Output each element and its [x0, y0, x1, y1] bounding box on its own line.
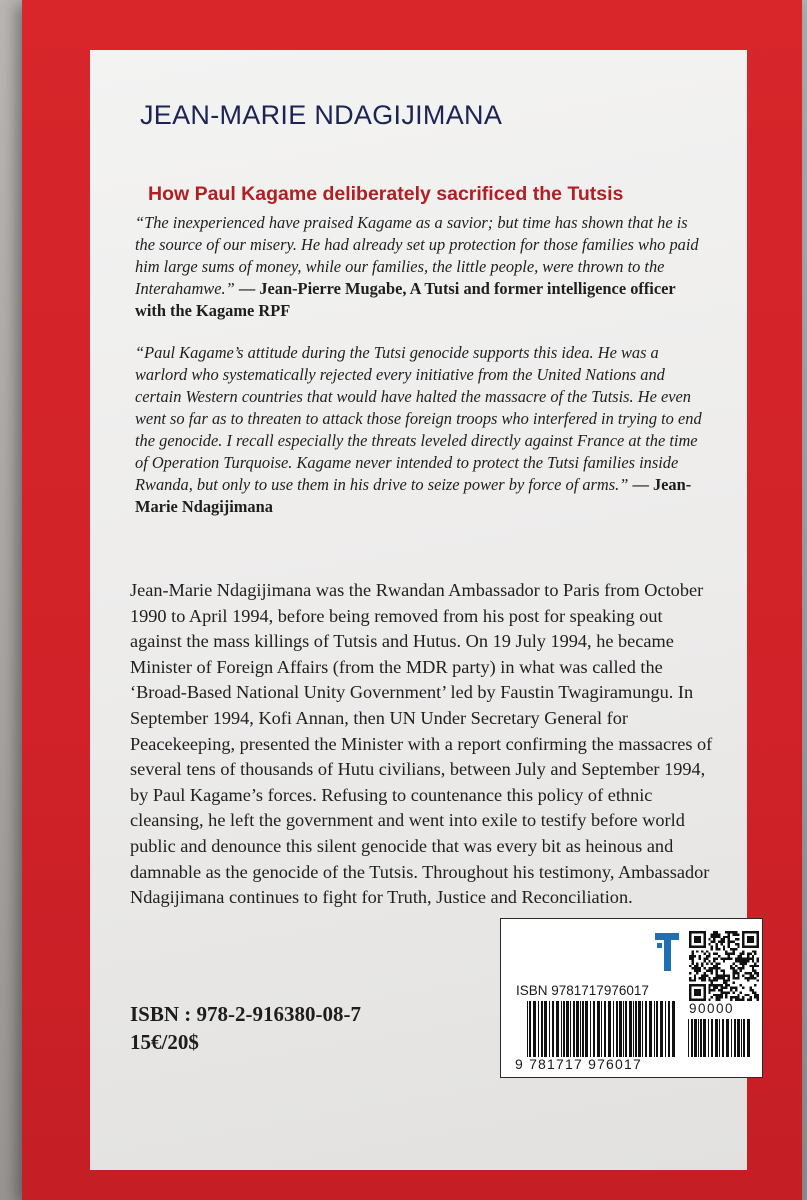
- author-name: JEAN-MARIE NDAGIJIMANA: [140, 100, 503, 130]
- quote-ndagijimana: [135, 342, 707, 518]
- qr-code-icon: [689, 929, 759, 1003]
- quote-ndagijimana-attribution: — Jean-Marie Ndagijimana: [135, 475, 692, 516]
- isbn-text: ISBN : 978-2-916380-08-7: [130, 1002, 361, 1026]
- book-subtitle: How Paul Kagame deliberately sacrificed the Tutsis: [148, 183, 624, 205]
- barcode-sticker: [500, 918, 763, 1078]
- isbn-price-block: [130, 1000, 361, 1056]
- author-biography: Jean-Marie Ndagijimana was the Rwandan Ambassador to Paris from October 1990 to April 1994, before being removed from his post for speaking out against the mass killings of Tutsis and Hutus. On 19 July 1994, he became Minister of Foreign Affairs (from the MDR party) in what was called the ‘Broad-Based National Unity Government’ led by Faustin Twagiramungu. In September 1994, Kofi Annan, then UN Under Secretary General for Peacekeeping, presented the Minister with a report confirming the massacres of several tens of thousands of Hutu civilians, between July and September 1994, by Paul Kagame’s forces. Refusing to countenance this policy of ethnic cleansing, he left the government and went into exile to testify before world public and denounce this silent genocide that was every bit as heinous and damnable as the genocide of the Tutsis. Throughout his testimony, Ambassador Ndagijimana continues to fight for Truth, Justice and Reconciliation.: [130, 580, 713, 908]
- addon-barcode: [687, 1019, 753, 1057]
- quote-mugabe-attribution: — Jean-Pierre Mugabe, A Tutsi and former intelligence officer with the Kagame RPF: [135, 279, 676, 320]
- blue-t-logo-icon: [655, 933, 679, 973]
- quote-mugabe: [135, 212, 707, 322]
- barcode-number: 9 781717 976017: [515, 1056, 642, 1072]
- back-cover-panel: [90, 50, 747, 1170]
- quote-mugabe-text: “The inexperienced have praised Kagame as a savior; but time has shown that he is the source of our misery. He had already set up protection for those families who paid him large sums of money, while our families, the little people, were thrown to the Interahamwe.”: [135, 213, 699, 298]
- quote-ndagijimana-text: “Paul Kagame’s attitude during the Tutsi genocide supports this idea. He was a warlord who systematically rejected every initiative from the United Nations and certain Western countries that would have halted the massacre of the Tutsis. He even went so far as to threaten to attack those foreign troops who interfered in trying to end the genocide. I recall especially the threats leveled directly against France at the time of Operation Turquoise. Kagame never intended to protect the Tutsi families inside Rwanda, but only to use them in his drive to seize power by force of arms.”: [135, 343, 702, 494]
- book-cover-red-border: [22, 0, 802, 1200]
- ean-barcode: [526, 1001, 676, 1057]
- price-text: 15€/20$: [130, 1030, 199, 1054]
- addon-number: 90000: [689, 1001, 735, 1016]
- sticker-isbn-label: ISBN 9781717976017: [516, 983, 649, 998]
